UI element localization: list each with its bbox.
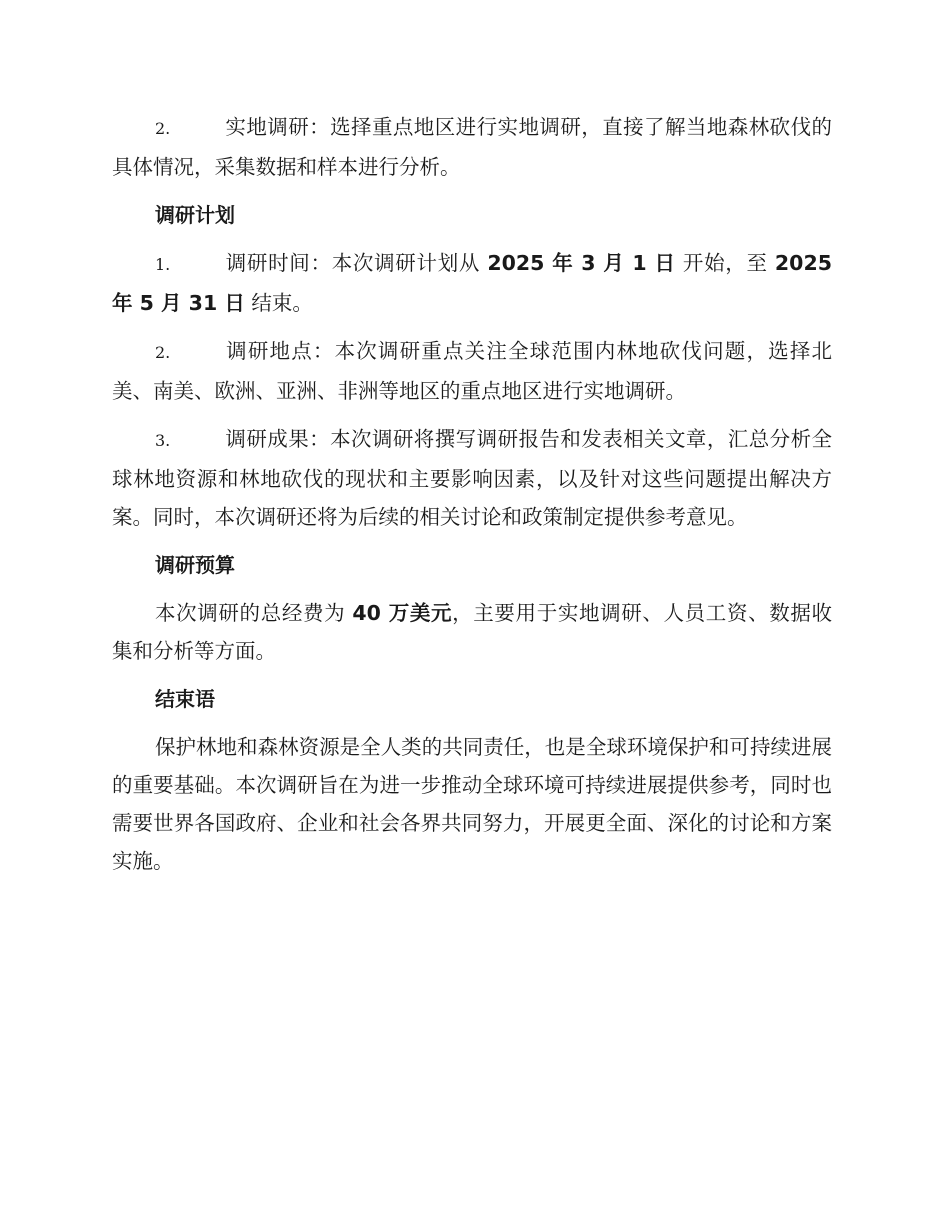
list-text: 调研成果：本次调研将撰写调研报告和发表相关文章，汇总分析全球林地资源和林地砍伐的现状和主要影响因素，以及针对这些问题提出解决方案。同时，本次调研还将为后续的相关讨论和政策制定提供参考意见。 bbox=[112, 427, 832, 529]
section-heading-budget: 调研预算 bbox=[155, 553, 235, 577]
end-date: 2025 年 5 月 31 日 bbox=[112, 251, 832, 315]
list-number: 2. bbox=[155, 119, 171, 138]
budget-paragraph bbox=[112, 594, 832, 670]
start-date: 2025 年 3 月 1 日 bbox=[487, 251, 676, 275]
plan-item-place bbox=[112, 332, 832, 410]
time-middle: 开始，至 bbox=[675, 251, 775, 275]
list-text: 实地调研：选择重点地区进行实地调研，直接了解当地森林砍伐的具体情况，采集数据和样本进行分析。 bbox=[112, 115, 832, 179]
list-text: 调研地点：本次调研重点关注全球范围内林地砍伐问题，选择北美、南美、欧洲、亚洲、非洲等地区的重点地区进行实地调研。 bbox=[112, 339, 832, 403]
conclusion-paragraph: 保护林地和森林资源是全人类的共同责任，也是全球环境保护和可持续进展的重要基础。本次调研旨在为进一步推动全球环境可持续进展提供参考，同时也需要世界各国政府、企业和社会各界共同努力，开展更全面、深化的讨论和方案实施。 bbox=[112, 735, 832, 873]
budget-suffix: ，主要用于实地调研、人员工资、数据收集和分析等方面。 bbox=[112, 601, 832, 663]
list-number: 1. bbox=[155, 255, 171, 274]
budget-amount: 40 万美元 bbox=[352, 601, 453, 625]
plan-item-results bbox=[112, 420, 832, 536]
time-suffix: 结束。 bbox=[244, 291, 313, 315]
list-number: 2. bbox=[155, 343, 171, 362]
section-heading-conclusion: 结束语 bbox=[155, 687, 215, 711]
document-page bbox=[112, 108, 832, 890]
section-heading-plan: 调研计划 bbox=[155, 203, 235, 227]
method-item-field-research bbox=[112, 108, 832, 186]
budget-prefix: 本次调研的总经费为 bbox=[155, 601, 353, 625]
list-number: 3. bbox=[155, 431, 171, 450]
plan-item-time bbox=[112, 244, 832, 322]
time-prefix: 调研时间：本次调研计划从 bbox=[225, 251, 488, 275]
